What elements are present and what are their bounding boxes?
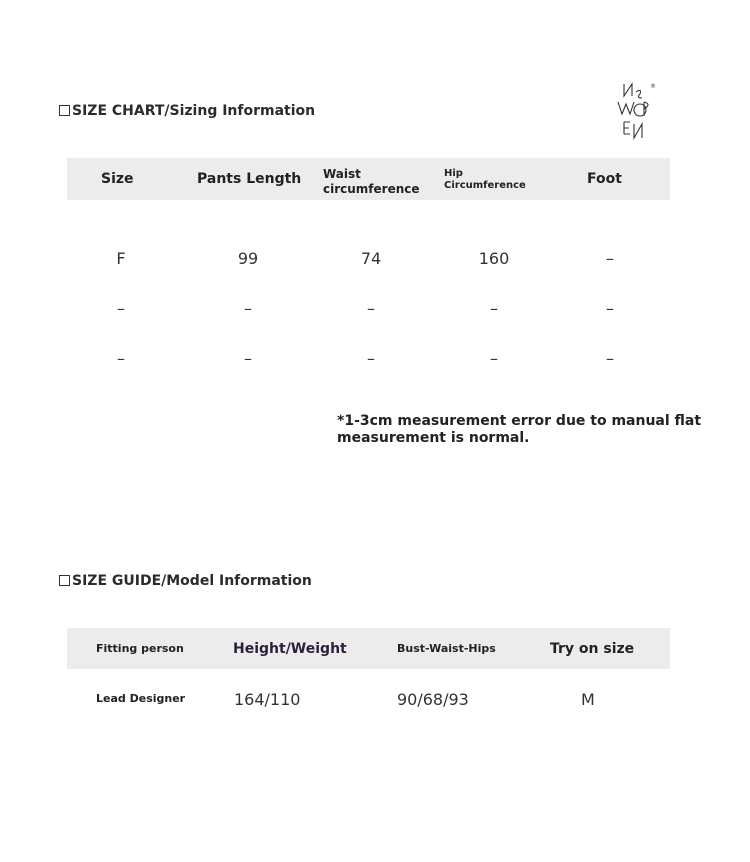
header-waist-line2: circumference (323, 182, 420, 196)
cell-hip-r1: 160 (478, 249, 510, 268)
cell-waist-r1: 74 (360, 249, 382, 268)
brand-logo-icon (614, 80, 660, 144)
header-size: Size (101, 171, 134, 187)
svg-text:®: ® (650, 83, 656, 90)
cell-foot-r3: – (606, 349, 614, 368)
cell-pants-r1: 99 (237, 249, 259, 268)
cell-foot-r2: – (606, 299, 614, 318)
cell-pants-r2: – (244, 299, 252, 318)
cell-foot-r1: – (606, 249, 614, 268)
cell-waist-r2: – (367, 299, 375, 318)
cell-try-on-size: M (581, 690, 595, 709)
header-hip-line2: Circumference (444, 180, 526, 191)
note-line2: measurement is normal. (337, 430, 530, 446)
header-foot: Foot (587, 171, 622, 187)
note-line1: *1-3cm measurement error due to manual flat (337, 413, 702, 429)
header-hip-line1: Hip (444, 168, 463, 179)
cell-hip-r2: – (490, 299, 498, 318)
header-height-weight: Height/Weight (233, 641, 347, 657)
size-guide-title: SIZE GUIDE/Model Information (59, 573, 312, 589)
header-pants-length: Pants Length (197, 171, 302, 187)
cell-size-r1: F (116, 249, 126, 268)
size-chart-title: SIZE CHART/Sizing Information (59, 103, 315, 119)
header-waist-line1: Waist (323, 167, 361, 181)
cell-height-weight: 164/110 (234, 690, 301, 709)
header-try-on-size: Try on size (550, 641, 635, 657)
cell-size-r3: – (117, 349, 125, 368)
header-bust-waist-hips: Bust-Waist-Hips (397, 642, 496, 655)
header-fitting-person: Fitting person (96, 642, 184, 655)
cell-size-r2: – (117, 299, 125, 318)
cell-fitting-person: Lead Designer (96, 692, 186, 705)
measurement-note (337, 413, 737, 447)
cell-hip-r3: – (490, 349, 498, 368)
cell-bust-waist-hips: 90/68/93 (397, 690, 469, 709)
cell-pants-r3: – (244, 349, 252, 368)
checkbox-icon (59, 575, 70, 586)
checkbox-icon (59, 105, 70, 116)
cell-waist-r3: – (367, 349, 375, 368)
